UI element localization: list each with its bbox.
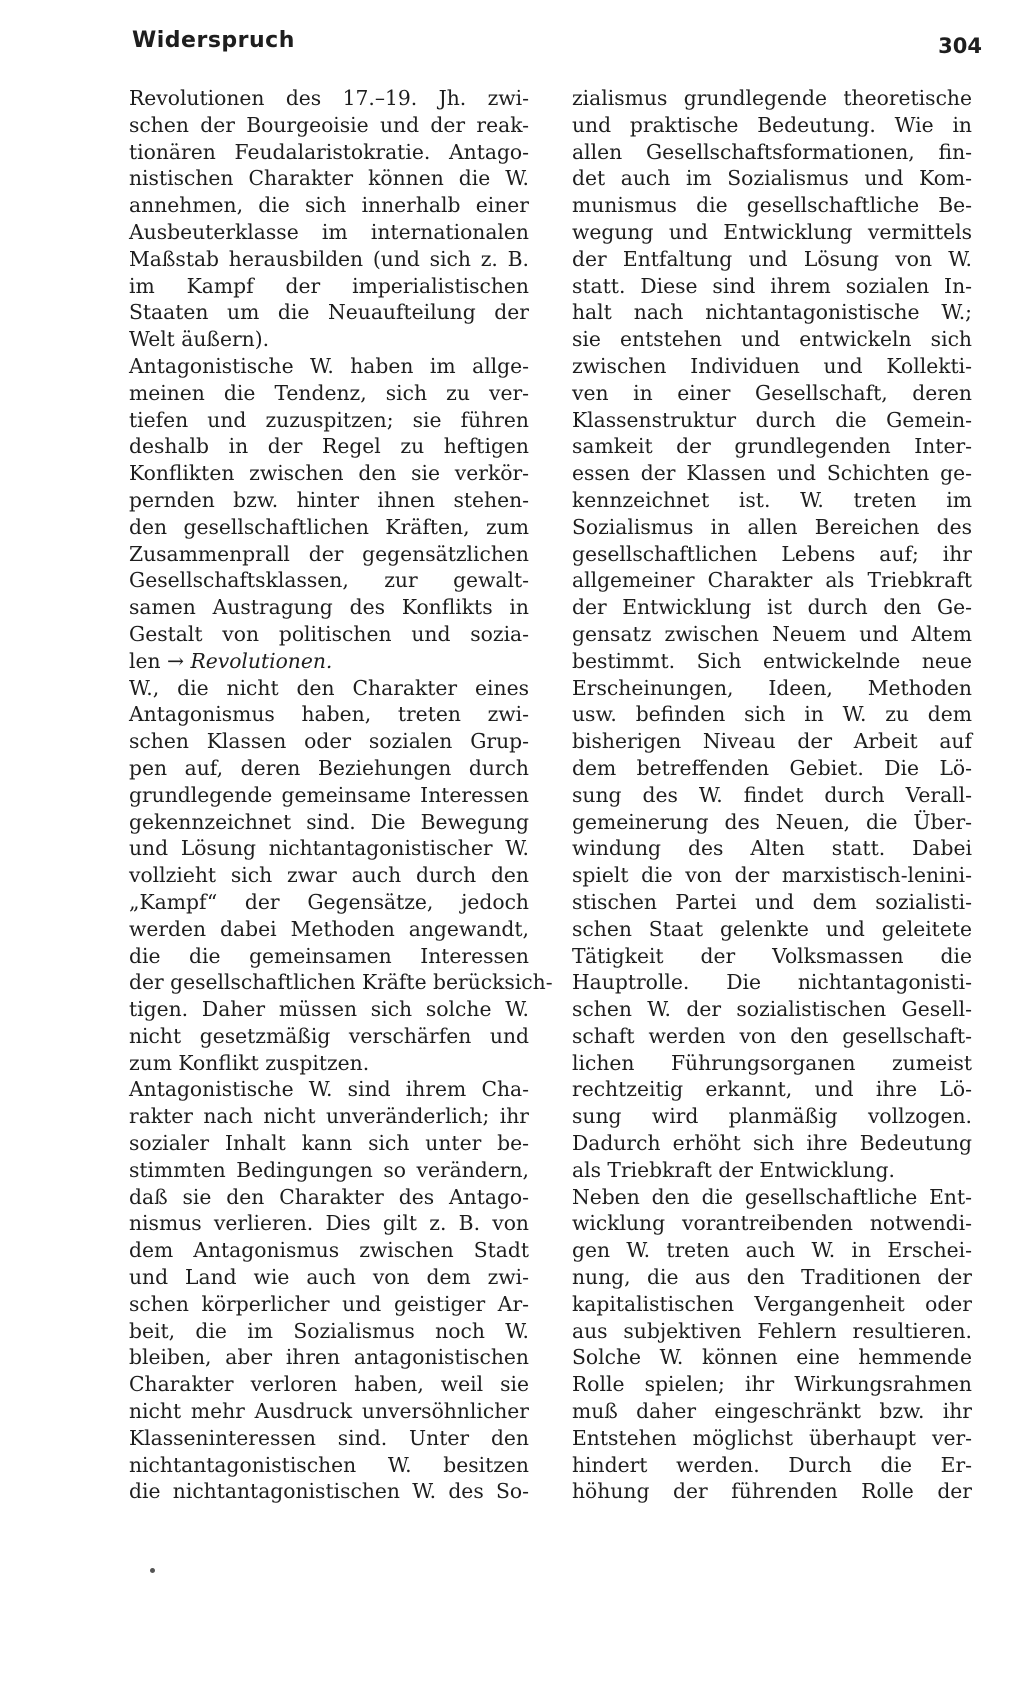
text-line: samen Austragung des Konflikts in: [129, 595, 529, 620]
text-line: sung des W. findet durch Verall-: [572, 782, 972, 807]
text-line: hindert werden. Durch die Er-: [572, 1452, 972, 1477]
print-speck: [150, 1568, 155, 1573]
text-line: statt. Diese sind ihrem sozialen In-: [572, 273, 972, 298]
text-line: schaft werden von den gesellschaft-: [572, 1023, 972, 1048]
text-line: bleiben, aber ihren antagonistischen: [129, 1345, 529, 1370]
text-line: rakter nach nicht unveränderlich; ihr: [129, 1104, 529, 1129]
text-line: halt nach nichtantagonistische W.;: [572, 300, 972, 325]
text-line: Klasseninteressen sind. Unter den: [129, 1425, 529, 1450]
text-line: sie entstehen und entwickeln sich: [572, 327, 972, 352]
text-line: windung des Alten statt. Dabei: [572, 836, 972, 861]
cross-reference-link[interactable]: Revolutionen.: [190, 648, 333, 673]
text-line: schen körperlicher und geistiger Ar-: [129, 1291, 529, 1316]
text-line: kennzeichnet ist. W. treten im: [572, 487, 972, 512]
text-line: gen W. treten auch W. in Erschei-: [572, 1238, 972, 1263]
text-line: Rolle spielen; ihr Wirkungsrahmen: [572, 1372, 972, 1397]
text-line: Antagonismus haben, treten zwi-: [129, 702, 529, 727]
text-line: Revolutionen des 17.–19. Jh. zwi-: [129, 86, 529, 110]
text-line: Ausbeuterklasse im internationalen: [129, 219, 529, 244]
text-line: Charakter verloren haben, weil sie: [129, 1372, 529, 1397]
text-line: meinen die Tendenz, sich zu ver-: [129, 380, 529, 405]
text-line: gesellschaftlichen Lebens auf; ihr: [572, 541, 972, 566]
text-line: wicklung vorantreibenden notwendi-: [572, 1211, 972, 1236]
text-line: Welt äußern).: [129, 327, 270, 352]
text-line: Dadurch erhöht sich ihre Bedeutung: [572, 1131, 972, 1156]
text-line: pen auf, deren Beziehungen durch: [129, 755, 529, 780]
text-line: schen der Bourgeoisie und der reak-: [129, 112, 529, 137]
text-line: muß daher eingeschränkt bzw. ihr: [572, 1399, 972, 1424]
text-line: aus subjektiven Fehlern resultieren.: [572, 1318, 972, 1343]
text-line: zialismus grundlegende theoretische: [572, 86, 972, 110]
text-line: stischen Partei und dem sozialisti-: [572, 889, 972, 914]
text-line: W., die nicht den Charakter eines: [129, 675, 529, 700]
text-line: Gestalt von politischen und sozia-: [129, 621, 529, 646]
page-number: 304: [938, 34, 982, 58]
text-line: nistischen Charakter können die W.: [129, 166, 529, 191]
text-line: [129, 648, 529, 675]
text-line: stimmten Bedingungen so verändern,: [129, 1157, 529, 1182]
text-line: tiefen und zuzuspitzen; sie führen: [129, 407, 529, 432]
text-line: schen Staat gelenkte und geleitete: [572, 916, 972, 941]
text-line: allen Gesellschaftsformationen, fin-: [572, 139, 972, 164]
text-line: kapitalistischen Vergangenheit oder: [572, 1291, 972, 1316]
text-line: usw. befinden sich in W. zu dem: [572, 702, 972, 727]
text-line: daß sie den Charakter des Antago-: [129, 1184, 529, 1209]
text-line: den gesellschaftlichen Kräften, zum: [129, 514, 529, 539]
text-line: zwischen Individuen und Kollekti-: [572, 353, 972, 378]
text-line: der gesellschaftlichen Kräfte berücksich-: [129, 970, 553, 995]
text-line: annehmen, die sich innerhalb einer: [129, 193, 529, 218]
text-line: höhung der führenden Rolle der: [572, 1479, 972, 1504]
text-line: spielt die von der marxistisch-lenini-: [572, 863, 972, 888]
running-header-title: Widerspruch: [132, 28, 295, 53]
text-line: Gesellschaftsklassen, zur gewalt-: [129, 568, 529, 593]
text-line: nicht mehr Ausdruck unversöhnlicher: [129, 1399, 529, 1424]
text-line: essen der Klassen und Schichten ge-: [572, 461, 972, 486]
text-line: Antagonistische W. sind ihrem Cha-: [129, 1077, 529, 1102]
text-line: Zusammenprall der gegensätzlichen: [129, 541, 529, 566]
text-line: grundlegende gemeinsame Interessen: [129, 782, 529, 807]
text-line: Konflikten zwischen den sie verkör-: [129, 461, 529, 486]
text-line: der Entwicklung ist durch den Ge-: [572, 595, 972, 620]
text-line: gemeinerung des Neuen, die Über-: [572, 809, 972, 834]
right-text-column: [572, 85, 972, 1505]
text-line: der Entfaltung und Lösung von W.: [572, 246, 972, 271]
text-line: deshalb in der Regel zu heftigen: [129, 434, 529, 459]
text-line: tionären Feudalaristokratie. Antago-: [129, 139, 529, 164]
text-line: Erscheinungen, Ideen, Methoden: [572, 675, 972, 700]
text-line: ven in einer Gesellschaft, deren: [572, 380, 972, 405]
text-line: nung, die aus den Traditionen der: [572, 1265, 972, 1290]
text-line: zum Konflikt zuspitzen.: [129, 1050, 370, 1075]
text-line: samkeit der grundlegenden Inter-: [572, 434, 972, 459]
text-line: lichen Führungsorganen zumeist: [572, 1050, 972, 1075]
text-line: Solche W. können eine hemmende: [572, 1345, 972, 1370]
text-line: „Kampf“ der Gegensätze, jedoch: [129, 889, 529, 914]
text-line: schen W. der sozialistischen Gesell-: [572, 997, 972, 1022]
text-line: Tätigkeit der Volksmassen die: [572, 943, 972, 968]
text-line: nicht gesetzmäßig verschärfen und: [129, 1023, 529, 1048]
text-line: bisherigen Niveau der Arbeit auf: [572, 729, 972, 754]
text-line: vollzieht sich zwar auch durch den: [129, 863, 529, 888]
text-line: gensatz zwischen Neuem und Altem: [572, 621, 972, 646]
text-line: und Land wie auch von dem zwi-: [129, 1265, 529, 1290]
text-fragment: len: [129, 648, 161, 673]
cross-reference-arrow-icon: →: [167, 648, 185, 673]
text-line: dem Antagonismus zwischen Stadt: [129, 1238, 529, 1263]
text-line: werden dabei Methoden angewandt,: [129, 916, 529, 941]
text-line: nichtantagonistischen W. besitzen: [129, 1452, 529, 1477]
text-line: Neben den die gesellschaftliche Ent-: [572, 1184, 972, 1209]
text-line: Maßstab herausbilden (und sich z. B.: [129, 246, 529, 271]
text-line: Antagonistische W. haben im allge-: [129, 353, 529, 378]
text-line: Entstehen möglichst überhaupt ver-: [572, 1425, 972, 1450]
text-line: beit, die im Sozialismus noch W.: [129, 1318, 529, 1343]
text-line: die nichtantagonistischen W. des So-: [129, 1479, 529, 1504]
text-line: wegung und Entwicklung vermittels: [572, 219, 972, 244]
text-line: bestimmt. Sich entwickelnde neue: [572, 648, 972, 673]
text-line: die die gemeinsamen Interessen: [129, 943, 529, 968]
text-line: als Triebkraft der Entwicklung.: [572, 1157, 895, 1182]
text-line: allgemeiner Charakter als Triebkraft: [572, 568, 972, 593]
text-line: dem betreffenden Gebiet. Die Lö-: [572, 755, 972, 780]
text-line: Hauptrolle. Die nichtantagonisti-: [572, 970, 972, 995]
text-line: sozialer Inhalt kann sich unter be-: [129, 1131, 529, 1156]
text-line: Sozialismus in allen Bereichen des: [572, 514, 972, 539]
text-line: im Kampf der imperialistischen: [129, 273, 529, 298]
text-line: det auch im Sozialismus und Kom-: [572, 166, 972, 191]
text-line: sung wird planmäßig vollzogen.: [572, 1104, 972, 1129]
text-line: und praktische Bedeutung. Wie in: [572, 112, 972, 137]
text-line: nismus verlieren. Dies gilt z. B. von: [129, 1211, 529, 1236]
text-line: gekennzeichnet sind. Die Bewegung: [129, 809, 529, 834]
text-line: tigen. Daher müssen sich solche W.: [129, 997, 529, 1022]
text-line: munismus die gesellschaftliche Be-: [572, 193, 972, 218]
text-line: schen Klassen oder sozialen Grup-: [129, 729, 529, 754]
text-line: Klassenstruktur durch die Gemein-: [572, 407, 972, 432]
text-line: und Lösung nichtantagonistischer W.: [129, 836, 529, 861]
left-text-column: [129, 85, 553, 1505]
text-line: rechtzeitig erkannt, und ihre Lö-: [572, 1077, 972, 1102]
text-line: pernden bzw. hinter ihnen stehen-: [129, 487, 529, 512]
text-line: Staaten um die Neuaufteilung der: [129, 300, 529, 325]
